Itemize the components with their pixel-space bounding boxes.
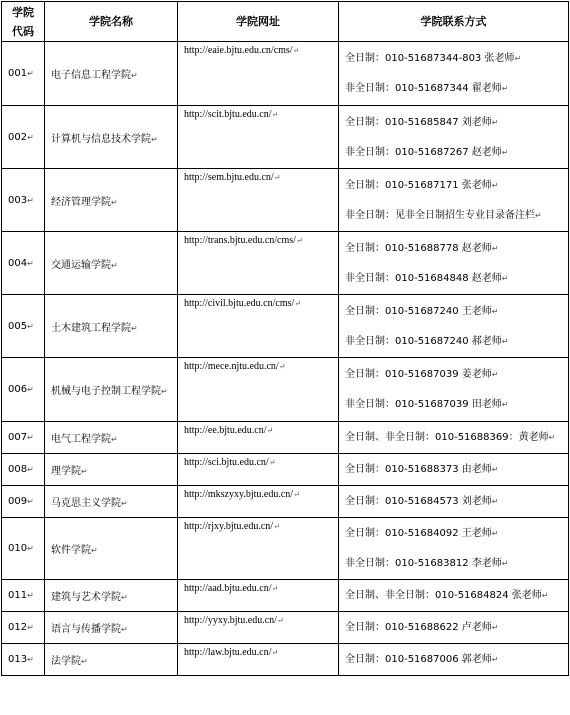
table-row [2, 422, 569, 454]
contact-line: 全日制：010-51687171 张老师↵ [345, 179, 499, 191]
table-row [2, 518, 569, 580]
college-name: 马克思主义学院↵ [45, 486, 178, 518]
college-name: 经济管理学院↵ [45, 169, 178, 232]
college-code: 011↵ [2, 580, 45, 612]
table-row [2, 295, 569, 358]
table-row [2, 106, 569, 169]
college-url-link[interactable]: http://mkszyxy.bjtu.edu.cn/↵ [178, 486, 339, 518]
contact-line: 全日制：010-51688622 卢老师↵ [345, 622, 499, 633]
college-name: 理学院↵ [45, 454, 178, 486]
college-name: 电气工程学院↵ [45, 422, 178, 454]
college-code: 008↵ [2, 454, 45, 486]
college-code: 007↵ [2, 422, 45, 454]
college-code: 003↵ [2, 169, 45, 232]
college-code: 013↵ [2, 644, 45, 676]
college-code: 006↵ [2, 358, 45, 422]
college-code: 012↵ [2, 612, 45, 644]
college-contact [339, 232, 569, 295]
contact-line: 全日制：010-51688373 由老师↵ [345, 464, 499, 475]
college-name: 交通运输学院↵ [45, 232, 178, 295]
college-name: 电子信息工程学院↵ [45, 42, 178, 106]
college-code: 009↵ [2, 486, 45, 518]
contact-line: 全日制：010-51685847 刘老师↵ [345, 116, 499, 128]
college-url-link[interactable]: http://rjxy.bjtu.edu.cn/↵ [178, 518, 339, 580]
table-row [2, 232, 569, 295]
college-url-link[interactable]: http://law.bjtu.edu.cn/↵ [178, 644, 339, 676]
college-code: 005↵ [2, 295, 45, 358]
table-row [2, 169, 569, 232]
contact-line: 非全日制：010-51687267 赵老师↵ [345, 146, 509, 158]
header-name: 学院名称 [45, 2, 178, 42]
college-code: 010↵ [2, 518, 45, 580]
college-url-link[interactable]: http://aad.bjtu.edu.cn/↵ [178, 580, 339, 612]
contact-line: 全日制：010-51687240 王老师↵ [345, 305, 499, 317]
college-contact [339, 518, 569, 580]
college-name: 机械与电子控制工程学院↵ [45, 358, 178, 422]
contact-line: 全日制：010-51688778 赵老师↵ [345, 242, 499, 254]
contact-line: 全日制：010-51684573 刘老师↵ [345, 496, 499, 507]
college-contact [339, 358, 569, 422]
college-contact [339, 42, 569, 106]
college-name: 语言与传播学院↵ [45, 612, 178, 644]
table-row [2, 580, 569, 612]
contact-line: 全日制：010-51687344-803 张老师↵ [345, 53, 522, 64]
college-url-link[interactable]: http://sem.bjtu.edu.cn/↵ [178, 169, 339, 232]
table-row [2, 42, 569, 106]
contact-line: 全日制：010-51687006 郭老师↵ [345, 654, 499, 665]
college-url-link[interactable]: http://trans.bjtu.edu.cn/cms/↵ [178, 232, 339, 295]
college-url-link[interactable]: http://eaie.bjtu.edu.cn/cms/↵ [178, 42, 339, 106]
college-contact [339, 644, 569, 676]
college-contact [339, 106, 569, 169]
college-code: 004↵ [2, 232, 45, 295]
college-url-link[interactable]: http://mece.njtu.edu.cn/↵ [178, 358, 339, 422]
college-code: 001↵ [2, 42, 45, 106]
table-row [2, 644, 569, 676]
college-contact [339, 612, 569, 644]
college-name: 建筑与艺术学院↵ [45, 580, 178, 612]
college-url-link[interactable]: http://yyxy.bjtu.edu.cn/↵ [178, 612, 339, 644]
contact-line: 非全日制：010-51687344 翟老师↵ [345, 83, 509, 94]
college-contact [339, 580, 569, 612]
college-contact [339, 454, 569, 486]
contact-line: 非全日制：010-51687240 郝老师↵ [345, 335, 509, 347]
contact-line: 非全日制：010-51684848 赵老师↵ [345, 272, 509, 284]
contact-line: 全日制：010-51687039 姜老师↵ [345, 369, 499, 380]
table-row [2, 612, 569, 644]
table-row [2, 358, 569, 422]
college-url-link[interactable]: http://sci.bjtu.edu.cn/↵ [178, 454, 339, 486]
college-url-link[interactable]: http://civil.bjtu.edu.cn/cms/↵ [178, 295, 339, 358]
table-row [2, 454, 569, 486]
college-name: 土木建筑工程学院↵ [45, 295, 178, 358]
contact-line: 全日制：010-51684092 王老师↵ [345, 528, 499, 539]
college-contact-table [1, 1, 569, 676]
college-contact [339, 169, 569, 232]
college-name: 计算机与信息技术学院↵ [45, 106, 178, 169]
college-name: 软件学院↵ [45, 518, 178, 580]
college-code: 002↵ [2, 106, 45, 169]
college-name: 法学院↵ [45, 644, 178, 676]
header-code: 学院代码 [2, 2, 45, 42]
college-contact [339, 422, 569, 454]
contact-line: 非全日制：010-51687039 田老师↵ [345, 399, 509, 410]
contact-line: 全日制、非全日制：010-51688369：黄老师↵ [345, 432, 556, 443]
contact-line: 非全日制：见非全日制招生专业目录备注栏↵ [345, 209, 542, 221]
contact-line: 非全日制：010-51683812 李老师↵ [345, 558, 509, 569]
table-row [2, 486, 569, 518]
header-contact: 学院联系方式 [339, 2, 569, 42]
college-url-link[interactable]: http://ee.bjtu.edu.cn/↵ [178, 422, 339, 454]
college-contact [339, 295, 569, 358]
college-url-link[interactable]: http://scit.bjtu.edu.cn/↵ [178, 106, 339, 169]
college-contact [339, 486, 569, 518]
header-row [2, 2, 569, 42]
header-url: 学院网址 [178, 2, 339, 42]
contact-line: 全日制、非全日制：010-51684824 张老师↵ [345, 590, 549, 601]
table-body [2, 42, 569, 676]
